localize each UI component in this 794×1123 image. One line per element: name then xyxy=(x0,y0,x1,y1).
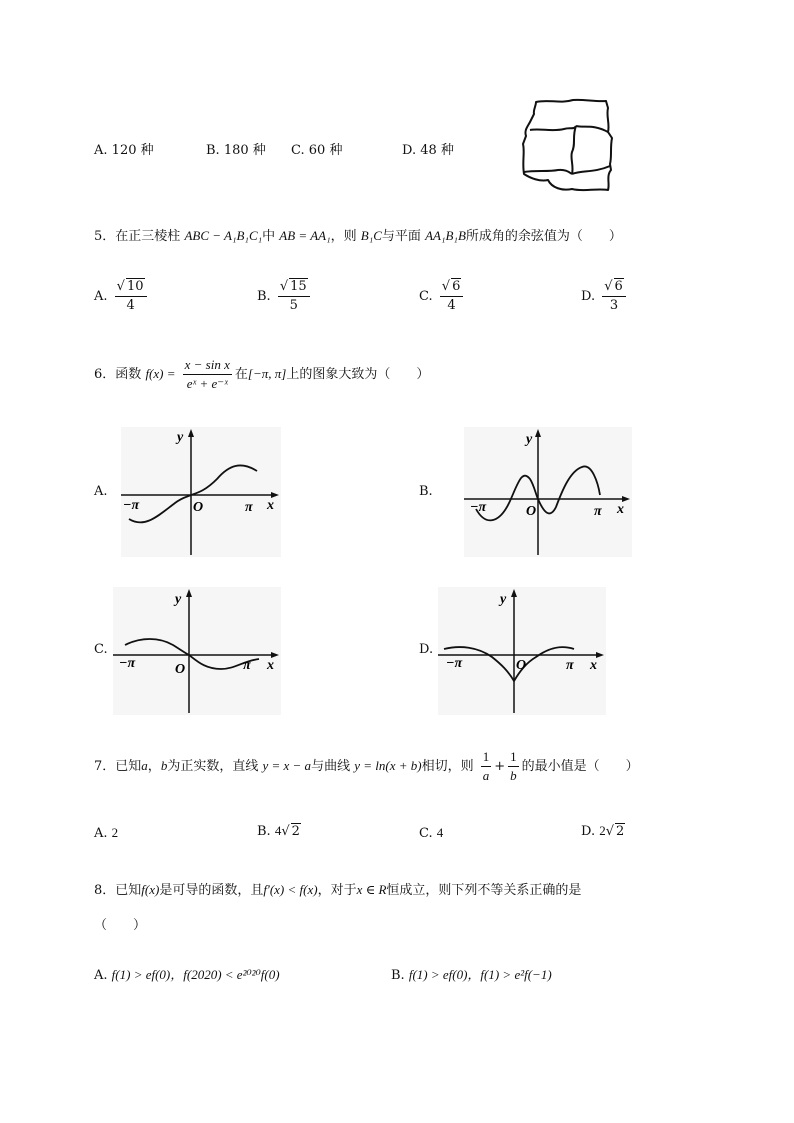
plane-expression: AA₁B₁B xyxy=(425,228,466,243)
function-fraction xyxy=(183,356,232,393)
fraction-one-over-a xyxy=(481,748,492,785)
stem-text: 在正三棱柱 xyxy=(115,229,181,244)
curve-equation: y = ln(x + b) xyxy=(354,758,422,773)
option-value: 2 xyxy=(111,825,119,840)
question-number: 6． xyxy=(94,367,116,382)
option-value: 4 xyxy=(436,825,444,840)
stem-text: ， xyxy=(147,759,161,774)
stem-text: 在 xyxy=(234,367,248,382)
neg-pi-label: −π xyxy=(470,500,487,515)
q8-answer-parens: （ ） xyxy=(94,918,147,933)
stem-text: 相切，则 xyxy=(421,759,474,774)
condition-expression: AB = AA₁ xyxy=(279,228,331,243)
graph-b-letter: B. xyxy=(419,484,433,499)
pi-label: π xyxy=(245,500,253,515)
stem-text: 恒成立，则下列不等关系正确的是 xyxy=(386,883,582,898)
q4-option-b xyxy=(206,139,266,158)
neg-pi-label: −π xyxy=(123,498,140,513)
option-letter: A. xyxy=(94,289,108,304)
pi-label: π xyxy=(243,658,251,673)
option-letter: B. xyxy=(391,968,405,983)
denominator: 3 xyxy=(609,298,619,313)
option-fraction: $\frac{√ 6}{4}$ xyxy=(440,278,464,315)
var-a: a xyxy=(141,758,148,773)
option-coefficient: 4 xyxy=(274,823,282,838)
stem-text: 所成角的余弦值为（ ） xyxy=(465,229,622,244)
function-fx: f(x) xyxy=(141,882,160,897)
q7-stem xyxy=(94,748,639,785)
y-axis-label: y xyxy=(500,592,507,607)
option-letter: C. xyxy=(291,143,305,158)
q7-option-c xyxy=(419,825,443,841)
stem-text: 已知 xyxy=(115,883,142,898)
q7-option-d: D. 2√ 2 xyxy=(581,823,625,839)
pi-label: π xyxy=(566,658,574,673)
q7-option-a xyxy=(94,825,118,841)
graph-a-letter: A. xyxy=(94,484,108,499)
option-text: 48 种 xyxy=(420,143,454,158)
var-b: b xyxy=(160,758,168,773)
option-radicand: 2 xyxy=(616,824,625,839)
numerator: 1 xyxy=(508,748,519,767)
option-letter: B. xyxy=(206,143,220,158)
origin-label: O xyxy=(193,500,204,515)
question-number: 7． xyxy=(94,759,116,774)
stem-text: 为正实数，直线 xyxy=(167,759,259,774)
graph-a xyxy=(121,427,281,557)
stem-text: ，则 xyxy=(330,229,357,244)
radicand: 6 xyxy=(452,279,461,294)
y-axis-label: y xyxy=(175,592,182,607)
graph-b xyxy=(464,427,632,557)
q5-option-d xyxy=(581,278,629,315)
y-axis-label: y xyxy=(526,432,533,447)
numerator: 1 xyxy=(481,748,492,767)
denominator: 4 xyxy=(126,298,135,313)
q8-option-b xyxy=(391,964,552,983)
region-map-figure xyxy=(518,96,618,196)
option-text: 60 种 xyxy=(308,143,343,158)
option-letter: D. xyxy=(581,289,596,304)
q8-stem xyxy=(94,879,581,898)
option-fraction: $\frac{√ 10}{4}$ xyxy=(115,278,147,315)
graph-c-letter: C. xyxy=(94,642,108,657)
option-letter: A. xyxy=(94,826,108,841)
q5-option-c xyxy=(419,278,466,315)
option-letter: B. xyxy=(257,824,271,839)
q8-option-a xyxy=(94,964,280,983)
stem-text: 与平面 xyxy=(381,229,421,244)
stem-text: 上的图象大致为（ ） xyxy=(286,367,430,382)
origin-label: O xyxy=(526,504,537,519)
function-name: f(x) = xyxy=(145,366,176,381)
x-axis-label: x xyxy=(267,658,274,673)
option-letter: D. xyxy=(581,824,596,839)
q6-stem xyxy=(94,356,429,393)
q4-option-d xyxy=(402,139,454,158)
line-equation: y = x − a xyxy=(262,758,312,773)
numerator: x − sin x xyxy=(183,356,232,375)
origin-label: O xyxy=(175,662,186,677)
option-radicand: 2 xyxy=(291,824,300,839)
question-number: 5． xyxy=(94,229,116,244)
q4-option-a xyxy=(94,139,154,158)
option-letter: A. xyxy=(94,143,108,158)
option-text: f(1) > ef(0)，f(1) > e²f(−1) xyxy=(408,967,552,982)
option-letter: D. xyxy=(402,143,417,158)
option-letter: A. xyxy=(94,968,108,983)
plus-sign: + xyxy=(494,759,506,774)
q5-stem xyxy=(94,225,622,244)
option-fraction: $\frac{√ 15}{5}$ xyxy=(278,278,310,315)
option-text: 180 种 xyxy=(223,143,266,158)
radicand: 15 xyxy=(290,279,307,294)
stem-text: 函数 xyxy=(115,367,142,382)
radicand: 6 xyxy=(614,279,623,294)
denominator: a xyxy=(482,768,490,783)
question-number: 8． xyxy=(94,883,116,898)
stem-text: 已知 xyxy=(115,759,142,774)
option-text: 120 种 xyxy=(111,143,154,158)
x-axis-label: x xyxy=(590,658,597,673)
option-text: f(1) > ef(0)，f(2020) < e²⁰²⁰f(0) xyxy=(111,967,280,982)
denominator: eˣ + e⁻ˣ xyxy=(186,376,228,391)
condition-expression: f′(x) < f(x) xyxy=(263,882,318,897)
stem-text: 是可导的函数，且 xyxy=(159,883,264,898)
prism-expression: ABC − A₁B₁C₁ xyxy=(184,228,263,243)
denominator: 5 xyxy=(289,298,298,313)
q5-option-a xyxy=(94,278,150,315)
stem-text: 中 xyxy=(262,229,276,244)
x-axis-label: x xyxy=(617,502,624,517)
stem-text: 与曲线 xyxy=(311,759,351,774)
y-axis-label: y xyxy=(177,430,184,445)
radicand: 10 xyxy=(126,279,144,294)
line-expression: B₁C xyxy=(360,228,382,243)
origin-label: O xyxy=(516,658,527,673)
option-letter: C. xyxy=(419,289,433,304)
option-fraction: $\frac{√ 6}{3}$ xyxy=(602,278,626,315)
q4-option-c xyxy=(291,139,342,158)
denominator: b xyxy=(510,768,517,783)
neg-pi-label: −π xyxy=(446,656,463,671)
graph-d xyxy=(438,587,606,715)
q5-option-b xyxy=(257,278,313,315)
fraction-one-over-b xyxy=(508,748,519,785)
neg-pi-label: −π xyxy=(119,656,136,671)
interval: [−π, π] xyxy=(247,366,287,381)
domain-expression: x ∈ R xyxy=(356,882,387,897)
option-letter: C. xyxy=(419,826,433,841)
denominator: 4 xyxy=(447,298,456,313)
graph-c xyxy=(113,587,281,715)
stem-text: 的最小值是（ ） xyxy=(521,759,639,774)
graph-d-letter: D. xyxy=(419,642,434,657)
stem-text: ，对于 xyxy=(317,883,357,898)
q7-option-b: B. 4√ 2 xyxy=(257,823,300,839)
option-coefficient: 2 xyxy=(599,823,606,838)
x-axis-label: x xyxy=(267,498,274,513)
pi-label: π xyxy=(594,504,602,519)
option-letter: B. xyxy=(257,289,271,304)
